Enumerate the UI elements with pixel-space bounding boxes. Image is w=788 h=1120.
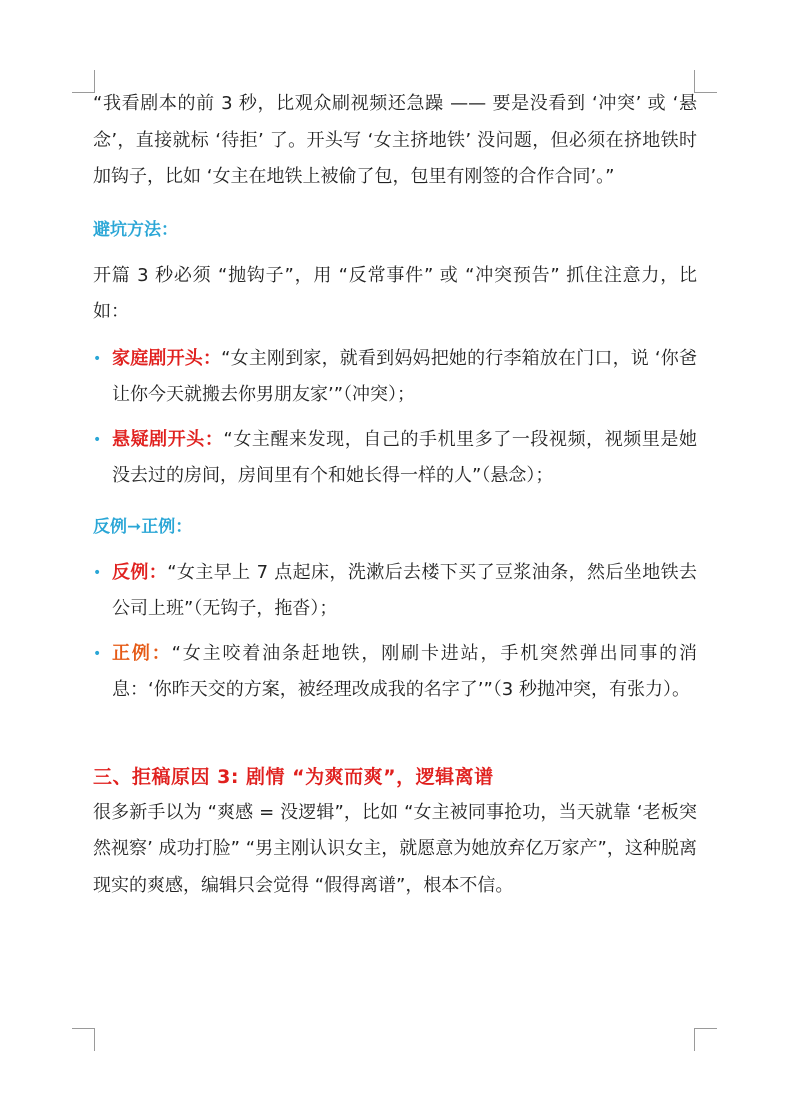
example-label: 家庭剧开头： xyxy=(112,347,222,369)
section-title: 三、拒稿原因 3: 剧情 “为爽而爽”，逻辑离谱 xyxy=(93,765,494,788)
contrast-heading: 反例➞正例： xyxy=(93,516,193,537)
document-body xyxy=(93,86,697,904)
contrast-label: 反例： xyxy=(112,561,168,583)
contrast-label: 正例： xyxy=(112,642,172,664)
list-item xyxy=(93,555,697,628)
crop-mark-bottom-left xyxy=(72,1028,95,1051)
example-label: 悬疑剧开头： xyxy=(112,428,224,450)
avoid-text: 开篇 3 秒必须 “抛钩子”，用 “反常事件” 或 “冲突预告” 抓住注意力，比如： xyxy=(93,264,697,322)
crop-mark-top-right xyxy=(694,70,717,93)
crop-mark-bottom-right xyxy=(694,1028,717,1051)
crop-mark-top-left xyxy=(72,70,95,93)
example-text: “女主醒来发现，自己的手机里多了一段视频，视频里是她没去过的房间，房间里有个和她长得一样的人”（悬念）； xyxy=(112,428,697,486)
contrast-text: “女主早上 7 点起床，洗漱后去楼下买了豆浆油条，然后坐地铁去公司上班”（无钩子，拖沓）； xyxy=(112,561,698,619)
contrast-text: “女主咬着油条赶地铁，刚刷卡进站，手机突然弹出同事的消息：‘你昨天交的方案，被经理改成我的名字了’”（3 秒抛冲突，有张力）。 xyxy=(112,642,698,700)
list-item xyxy=(93,422,697,495)
bullet-icon: • xyxy=(93,564,102,581)
example-text: “女主刚到家，就看到妈妈把她的行李箱放在门口，说 ‘你爸让你今天就搬去你男朋友家’”（冲突）； xyxy=(112,347,697,405)
intro-quote: “我看剧本的前 3 秒，比观众刷视频还急躁 —— 要是没看到 ‘冲突’ 或 ‘悬念’，直接就标 ‘待拒’ 了。开头写 ‘女主挤地铁’ 没问题，但必须在挤地铁时加钩子，比如 ‘女主在地铁上被偷了包，包里有刚签的合作合同’。” xyxy=(93,93,697,187)
bullet-icon: • xyxy=(93,645,102,662)
examples-list xyxy=(93,341,697,495)
bullet-icon: • xyxy=(93,431,102,448)
contrast-list xyxy=(93,555,697,709)
list-item xyxy=(93,636,697,709)
list-item xyxy=(93,341,697,414)
avoid-heading: 避坑方法： xyxy=(93,219,178,240)
bullet-icon: • xyxy=(93,350,102,367)
section-text: 很多新手以为 “爽感 = 没逻辑”，比如 “女主被同事抢功，当天就靠 ‘老板突然视察’ 成功打脸” “男主刚认识女主，就愿意为她放弃亿万家产”，这种脱离现实的爽感，编辑只会觉得 “假得离谱”，根本不信。 xyxy=(93,801,697,896)
